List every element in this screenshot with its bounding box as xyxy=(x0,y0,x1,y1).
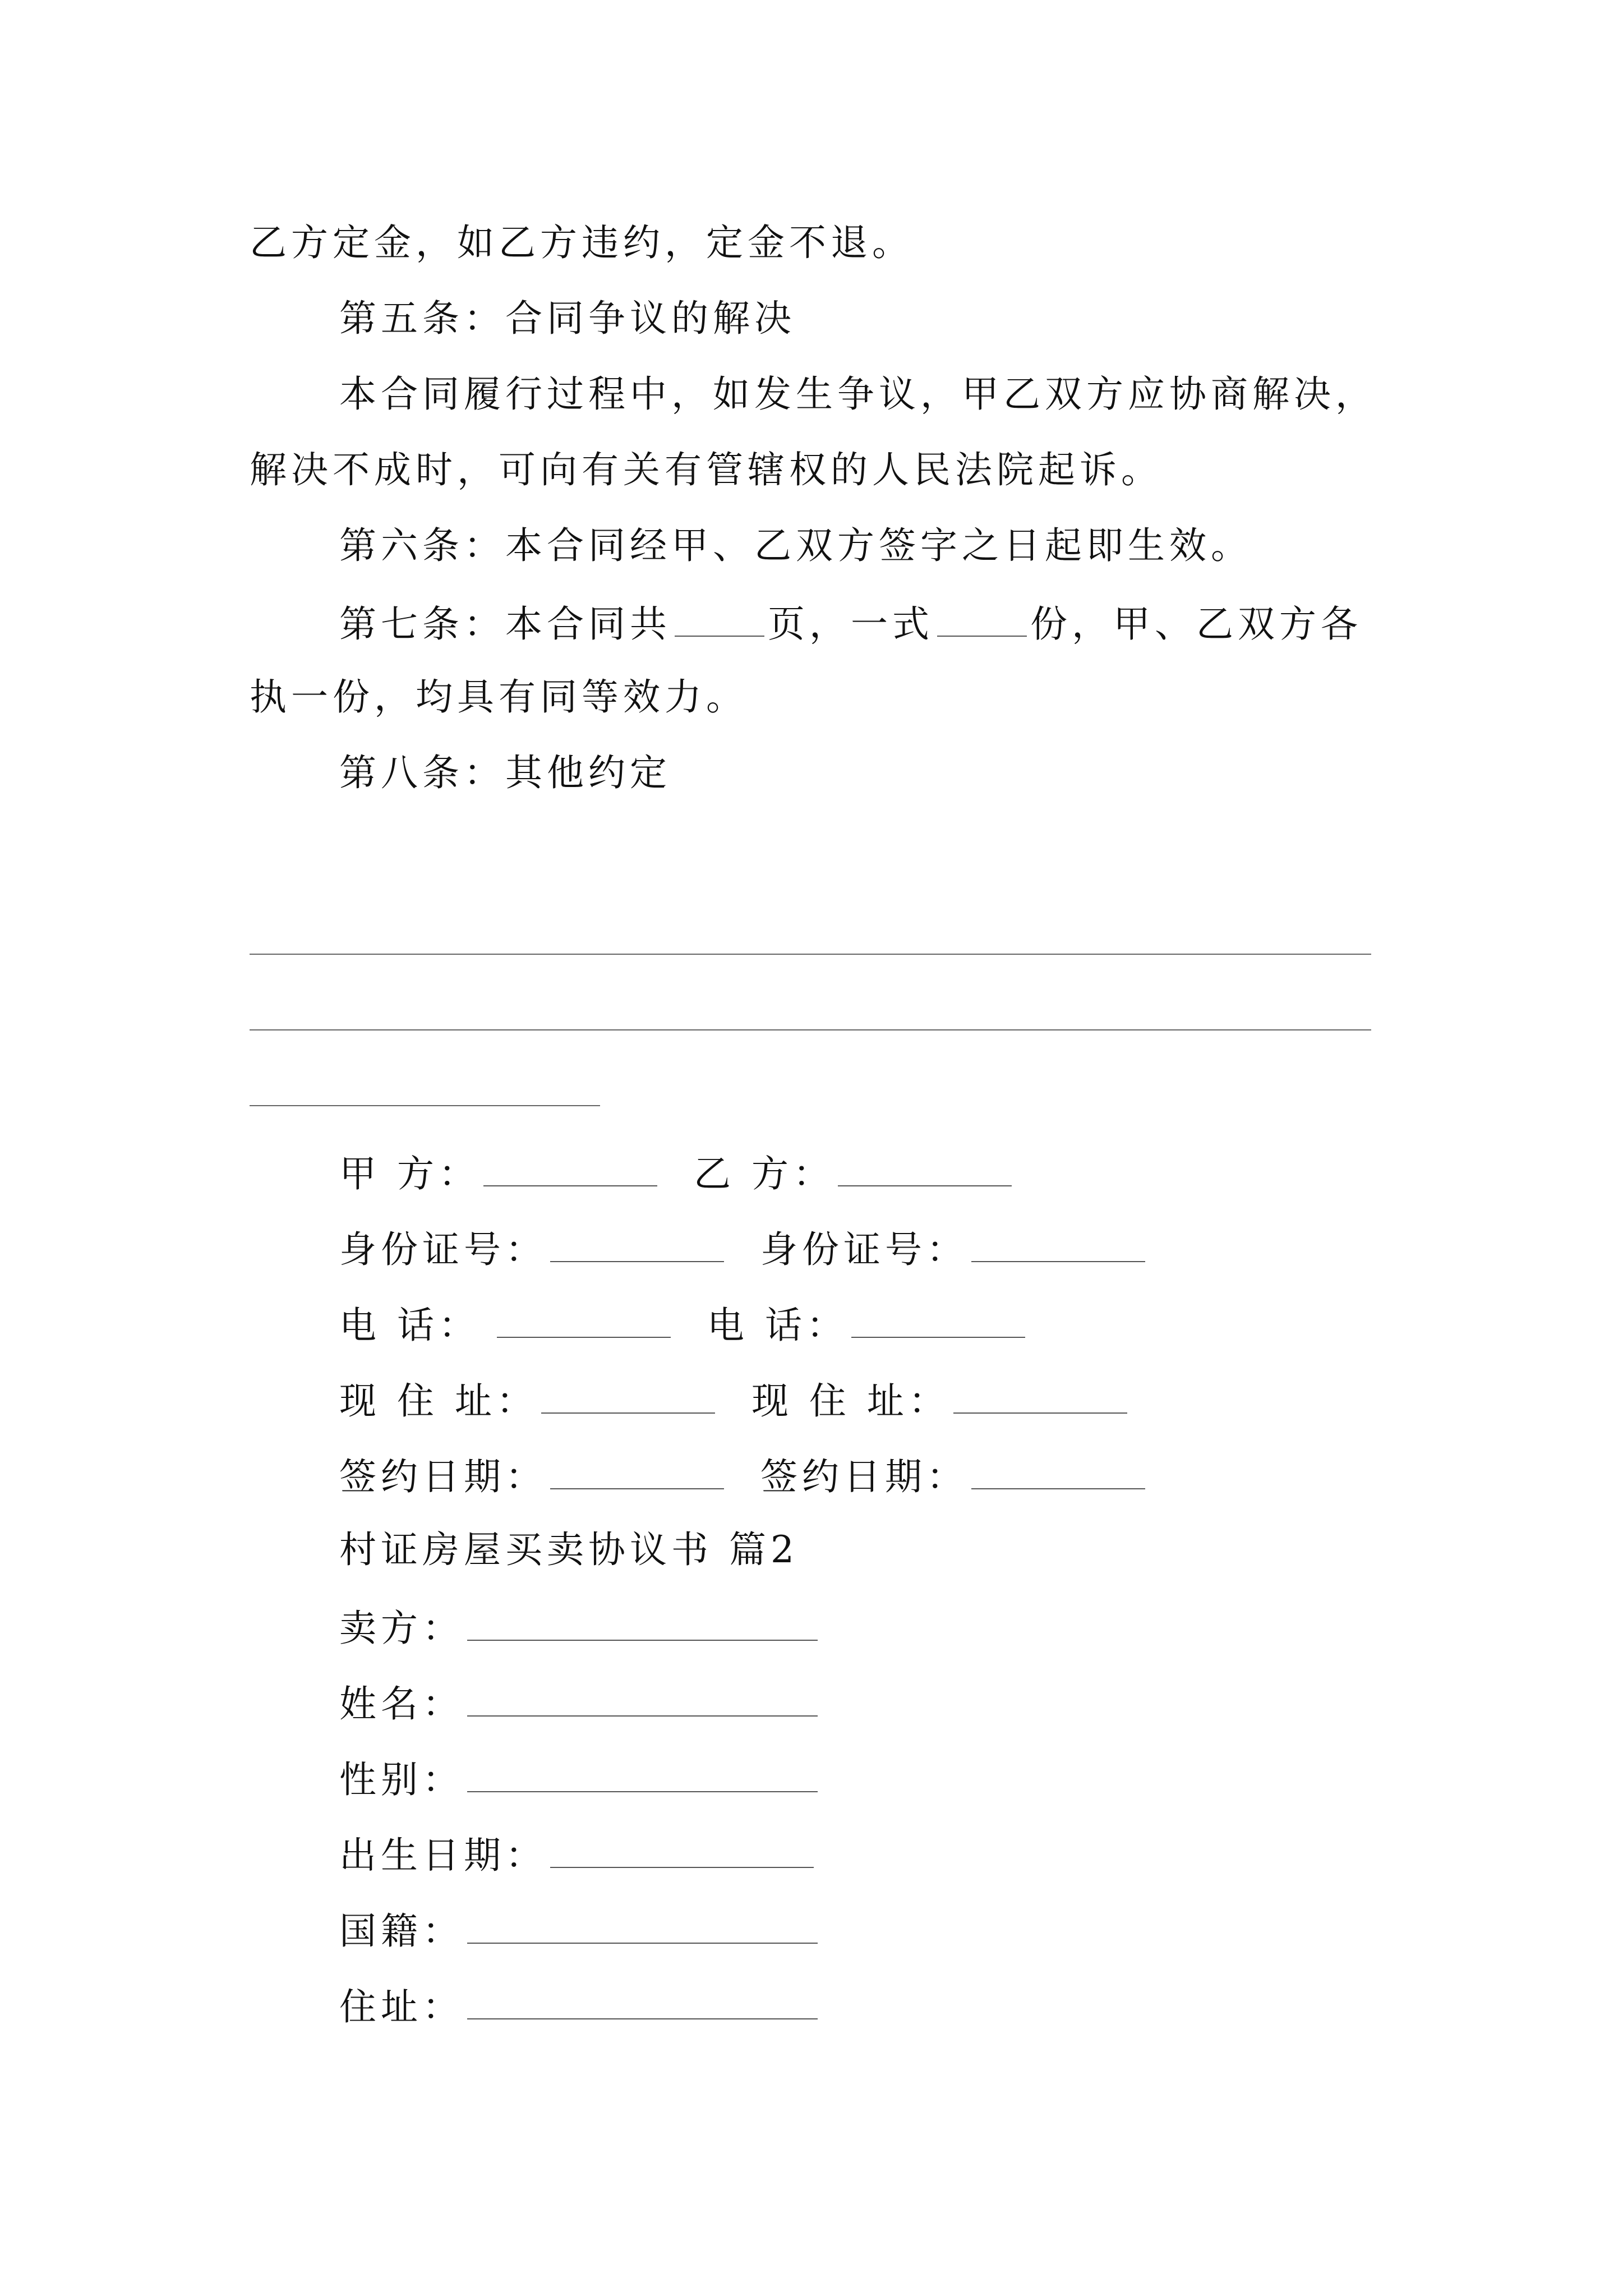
article-8-heading: 第八条：其他约定 xyxy=(339,751,671,794)
date-b-label: 签约日期： xyxy=(760,1455,968,1498)
id-row xyxy=(339,1228,1149,1271)
article-7-part-1: 第七条：本合同共 xyxy=(339,602,671,646)
other-terms-line-3 xyxy=(250,1105,600,1106)
addr-b-blank xyxy=(953,1380,1127,1414)
other-terms-line-2 xyxy=(250,1029,1371,1030)
other-terms-line-1 xyxy=(250,954,1371,955)
article-7-line-1 xyxy=(339,602,1362,646)
id-a-blank xyxy=(550,1228,724,1262)
date-a-blank xyxy=(550,1456,724,1489)
party-a-blank xyxy=(483,1153,657,1186)
seller-label: 卖方： xyxy=(339,1607,464,1650)
addr-a-blank xyxy=(541,1380,715,1414)
article-7-part-3: 份，甲、乙双方各 xyxy=(1030,602,1362,646)
name-label: 姓名： xyxy=(339,1682,464,1726)
article-7-line-2: 执一份，均具有同等效力。 xyxy=(250,675,748,719)
address-label: 住址： xyxy=(339,1985,464,2028)
id-b-label: 身份证号： xyxy=(760,1228,968,1271)
address-blank xyxy=(467,1986,818,2019)
phone-a-label: 电 话： xyxy=(339,1304,480,1347)
nationality-row xyxy=(339,1910,821,1953)
gender-label: 性别： xyxy=(339,1758,464,1801)
party-b-label: 乙 方： xyxy=(693,1152,834,1195)
paragraph-dispute-2: 解决不成时，可向有关有管辖权的人民法院起诉。 xyxy=(250,448,1163,491)
name-blank xyxy=(467,1683,818,1717)
seller-blank xyxy=(467,1607,818,1641)
address-row xyxy=(339,1379,1131,1423)
birth-row xyxy=(339,1834,817,1877)
nationality-label: 国籍： xyxy=(339,1910,464,1953)
party-a-label: 甲 方： xyxy=(339,1152,480,1195)
birth-blank xyxy=(550,1834,814,1868)
article-7-part-2: 页，一式 xyxy=(768,602,934,646)
addr-b-label: 现 住 址： xyxy=(751,1379,950,1423)
seller-row xyxy=(339,1607,821,1650)
name-row xyxy=(339,1682,821,1726)
phone-row xyxy=(339,1304,1029,1347)
date-b-blank xyxy=(971,1456,1145,1489)
gender-blank xyxy=(467,1759,818,1792)
nationality-blank xyxy=(467,1910,818,1944)
addr-a-label: 现 住 址： xyxy=(339,1379,538,1423)
id-a-label: 身份证号： xyxy=(339,1228,547,1271)
article-5-heading: 第五条：合同争议的解决 xyxy=(339,297,796,340)
id-b-blank xyxy=(971,1228,1145,1262)
phone-b-blank xyxy=(851,1304,1025,1338)
date-row xyxy=(339,1456,1149,1496)
date-a-label: 签约日期： xyxy=(339,1455,547,1498)
party-b-blank xyxy=(838,1153,1012,1186)
address-row-2 xyxy=(339,1986,821,2026)
birth-label: 出生日期： xyxy=(339,1834,547,1877)
paragraph-dispute-1: 本合同履行过程中，如发生争议，甲乙双方应协商解决， xyxy=(339,372,1377,416)
article-6: 第六条：本合同经甲、乙双方签字之日起即生效。 xyxy=(339,524,1252,567)
pages-blank xyxy=(675,603,764,637)
copies-blank xyxy=(937,603,1027,637)
paragraph-deposit: 乙方定金，如乙方违约，定金不退。 xyxy=(250,221,914,264)
gender-row xyxy=(339,1758,821,1801)
phone-b-label: 电 话： xyxy=(707,1304,848,1347)
phone-a-blank xyxy=(497,1304,671,1338)
party-row xyxy=(339,1153,1015,1193)
section-2-title: 村证房屋买卖协议书 篇2 xyxy=(339,1528,799,1571)
